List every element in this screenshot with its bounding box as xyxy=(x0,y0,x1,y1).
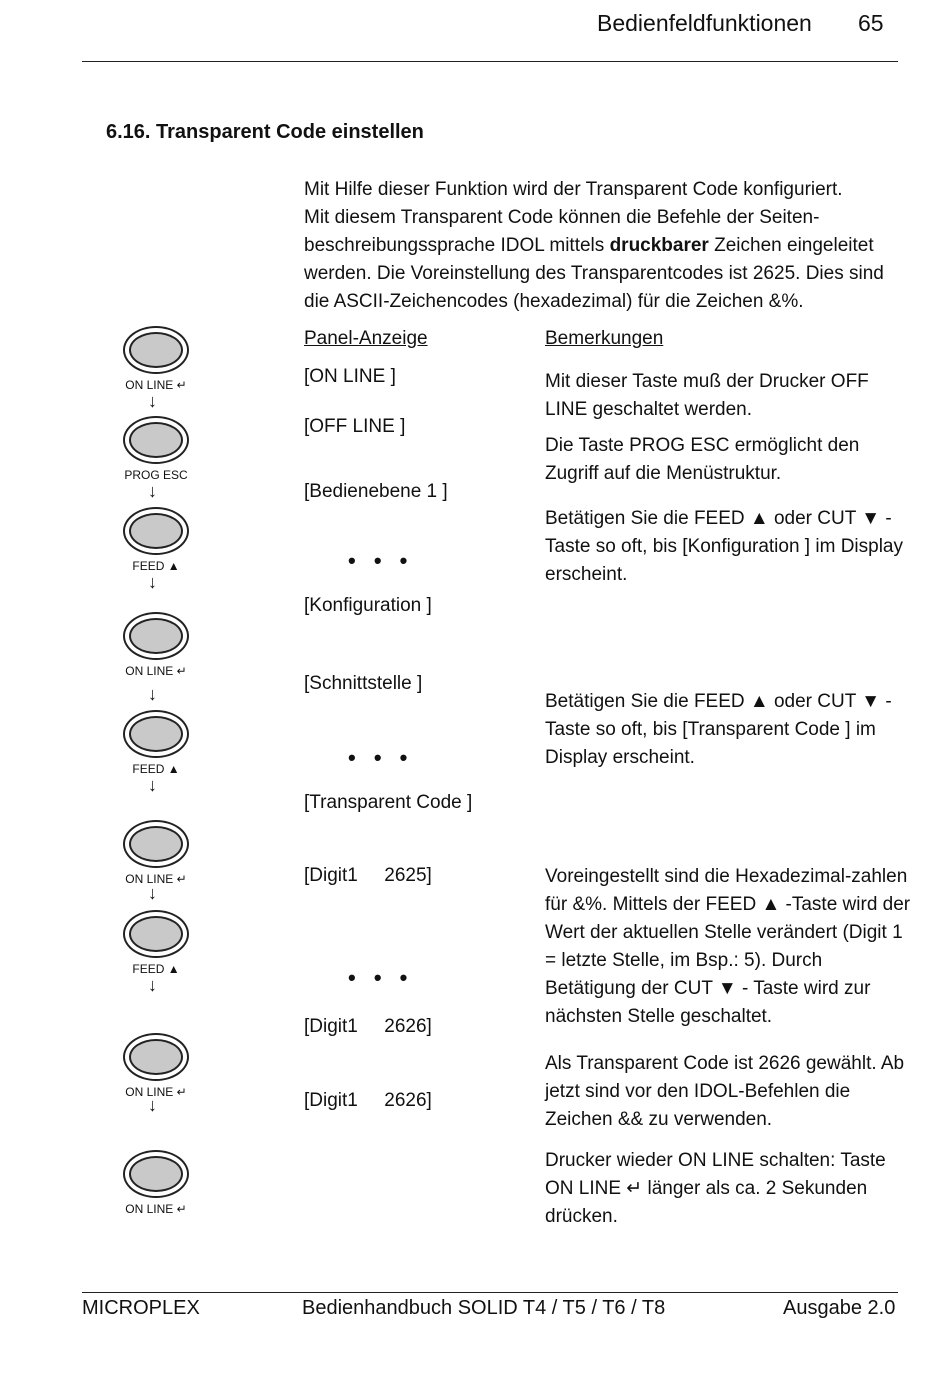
key-button-icon xyxy=(123,326,189,374)
arrow-down-icon: ↓ xyxy=(148,775,157,795)
on-line-key xyxy=(120,1150,192,1216)
display-entry: [Digit1 2626] xyxy=(304,1016,432,1037)
running-header-title: Bedienfeldfunktionen xyxy=(597,10,812,36)
on-line-key xyxy=(120,326,192,392)
key-button-icon xyxy=(123,1150,189,1198)
column-heading-display: Panel-Anzeige xyxy=(304,328,428,349)
key-label: ON LINE ↵ xyxy=(125,1085,187,1099)
feed-key xyxy=(120,910,192,976)
feed-key xyxy=(120,507,192,573)
arrow-down-icon: ↓ xyxy=(148,975,157,995)
display-entry: [Digit1 2626] xyxy=(304,1090,432,1111)
page-number: 65 xyxy=(858,10,884,36)
column-heading-notes: Bemerkungen xyxy=(545,328,664,349)
intro-emphasis: druckbarer xyxy=(609,235,709,256)
key-label: ON LINE ↵ xyxy=(125,872,187,886)
intro-paragraph-1: Mit Hilfe dieser Funktion wird der Transparent Code konfiguriert. xyxy=(304,179,843,200)
arrow-down-icon: ↓ xyxy=(148,883,157,903)
note: Als Transparent Code ist 2626 gewählt. Ab jetzt sind vor den IDOL-Befehlen die Zeichen && zu verwenden. xyxy=(545,1053,905,1130)
arrow-down-icon: ↓ xyxy=(148,391,157,411)
key-button-icon xyxy=(123,416,189,464)
key-label: FEED ▲ xyxy=(132,962,180,976)
ellipsis-dots: • • • xyxy=(348,548,414,573)
on-line-key xyxy=(120,1033,192,1099)
key-button-icon xyxy=(123,910,189,958)
key-label: FEED ▲ xyxy=(132,762,180,776)
arrow-down-icon: ↓ xyxy=(148,481,157,501)
on-line-key xyxy=(120,612,192,678)
footer-rule xyxy=(82,1292,898,1293)
key-label: FEED ▲ xyxy=(132,559,180,573)
note: Mit dieser Taste muß der Drucker OFF LINE geschaltet werden. xyxy=(545,371,869,420)
feed-key xyxy=(120,710,192,776)
footer-right: Ausgabe 2.0 xyxy=(783,1297,896,1319)
prog-esc-key xyxy=(120,416,192,482)
key-button-icon xyxy=(123,820,189,868)
arrow-down-icon: ↓ xyxy=(148,572,157,592)
display-entry: [Bedienebene 1 ] xyxy=(304,481,448,502)
display-entry: [Konfiguration ] xyxy=(304,595,432,616)
intro-paragraph-2 xyxy=(304,204,914,316)
key-label: PROG ESC xyxy=(124,468,188,482)
key-button-icon xyxy=(123,507,189,555)
ellipsis-dots: • • • xyxy=(348,965,414,990)
key-label: ON LINE ↵ xyxy=(125,664,187,678)
key-label: ON LINE ↵ xyxy=(125,1202,187,1216)
note: Die Taste PROG ESC ermöglicht den Zugriff auf die Menüstruktur. xyxy=(545,435,860,484)
note: Drucker wieder ON LINE schalten: Taste ON LINE ↵ länger als ca. 2 Sekunden drücken. xyxy=(545,1150,886,1227)
footer-center: Bedienhandbuch SOLID T4 / T5 / T6 / T8 xyxy=(302,1297,666,1319)
arrow-down-icon: ↓ xyxy=(148,684,157,704)
intro-text-part: Zeichen eingeleitet werden. Die Voreinstellung des Transparentcodes ist 2625. Dies sind die ASCII-Zeichencodes (hexadezimal) für die Zeichen &%. xyxy=(304,235,884,312)
key-label: ON LINE ↵ xyxy=(125,378,187,392)
intro-text-part: Mit diesem Transparent Code können die Befehle der Seiten-beschreibungssprache IDOL mittels xyxy=(304,207,820,256)
display-entry: [OFF LINE ] xyxy=(304,416,406,437)
intro-text xyxy=(304,176,914,316)
key-button-icon xyxy=(123,1033,189,1081)
note: Voreingestellt sind die Hexadezimal-zahlen für &%. Mittels der FEED ▲ -Taste wird der Wert der aktuellen Stelle verändert (Digit 1 = letzte Stelle, im Bsp.: 5). Durch Betätigung der CUT ▼ - Taste wird zur nächsten Stelle geschaltet. xyxy=(545,866,911,1027)
key-button-icon xyxy=(123,710,189,758)
display-entry: [Digit1 2625] xyxy=(304,865,432,886)
section-title: 6.16. Transparent Code einstellen xyxy=(106,121,424,143)
ellipsis-dots: • • • xyxy=(348,745,414,770)
note: Betätigen Sie die FEED ▲ oder CUT ▼ -Taste so oft, bis [Transparent Code ] im Display erscheint. xyxy=(545,691,892,768)
display-entry: [Schnittstelle ] xyxy=(304,673,423,694)
display-entry: [Transparent Code ] xyxy=(304,792,473,813)
on-line-key xyxy=(120,820,192,886)
header-rule xyxy=(82,61,898,62)
display-entry: [ON LINE ] xyxy=(304,366,396,387)
arrow-down-icon: ↓ xyxy=(148,1095,157,1115)
footer-left: MICROPLEX xyxy=(82,1297,200,1319)
key-button-icon xyxy=(123,612,189,660)
note: Betätigen Sie die FEED ▲ oder CUT ▼ -Taste so oft, bis [Konfiguration ] im Display erscheint. xyxy=(545,508,903,585)
